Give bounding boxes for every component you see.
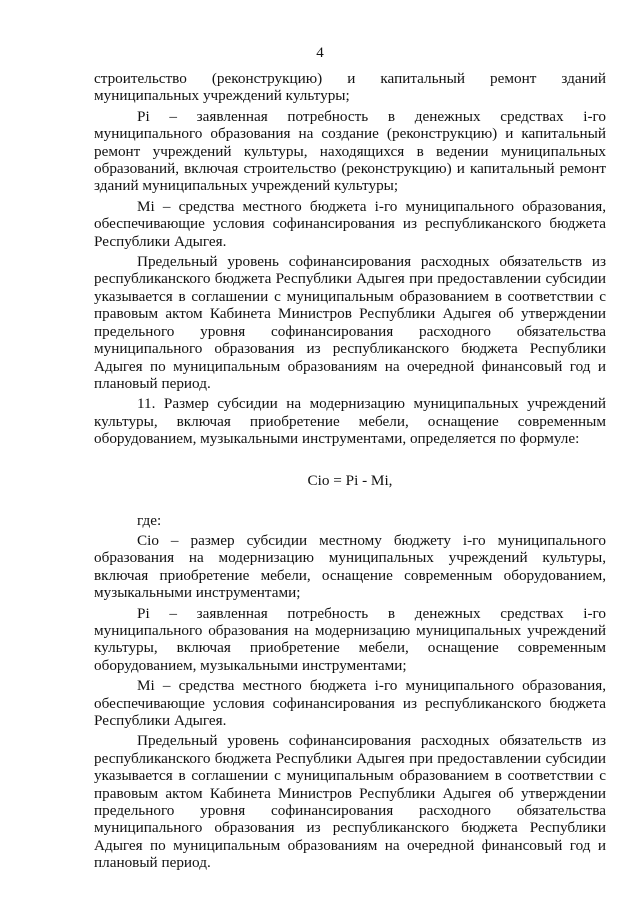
paragraph-pi-definition-2: Pi – заявленная потребность в денежных средствах i-го муниципального образования на модернизацию муниципальных учреждений культуры, включая приобретение мебели, оснащение современным оборудованием, музыкальными инструментами; xyxy=(94,604,606,674)
paragraph-cio-definition: Cio – размер субсидии местному бюджету i-го муниципального образования на модернизацию муниципальных учреждений культуры, включая приобретение мебели, оснащение современным оборудованием, музыкальными инструментами; xyxy=(94,531,606,602)
paragraph-cofinancing-limit-2: Предельный уровень софинансирования расходных обязательств из республиканского бюджета Республики Адыгея при предоставлении субсидии указывается в соглашении с муниципальным образованием в соответствии с правовым актом Кабинета Министров Республики Адыгея об утверждении предельного уровня софинансирования расходного обязательства муниципального образования из республиканского бюджета Республики Адыгея по муниципальным образованиям на очередной финансовый год и плановый период. xyxy=(94,732,606,872)
document-body xyxy=(94,70,606,872)
paragraph-pi-definition: Pi – заявленная потребность в денежных средствах i-го муниципального образования на создание (реконструкцию) и капитальный ремонт учреждений культуры, находящихся в ведении муниципальных образований, включая строительство (реконструкцию) и капитальный ремонт зданий муниципальных учреждений культуры; xyxy=(94,107,606,195)
paragraph-mi-definition: Mi – средства местного бюджета i-го муниципального образования, обеспечивающие условия софинансирования из республиканского бюджета Республики Адыгея. xyxy=(94,197,606,250)
paragraph-item-11: 11. Размер субсидии на модернизацию муниципальных учреждений культуры, включая приобретение мебели, оснащение современным оборудованием, музыкальными инструментами, определяется по формуле: xyxy=(94,395,606,448)
formula: Cio = Pi - Mi, xyxy=(307,471,393,489)
paragraph-mi-definition-2: Mi – средства местного бюджета i-го муниципального образования, обеспечивающие условия софинансирования из республиканского бюджета Республики Адыгея. xyxy=(94,677,606,729)
page-number: 4 xyxy=(316,45,324,61)
paragraph-continuation: строительство (реконструкцию) и капитальный ремонт зданий муниципальных учреждений культуры; xyxy=(94,70,606,105)
where-label: где: xyxy=(137,511,162,529)
paragraph-cofinancing-limit: Предельный уровень софинансирования расходных обязательств из республиканского бюджета Республики Адыгея при предоставлении субсидии указывается в соглашении с муниципальным образованием в соответствии с правовым актом Кабинета Министров Республики Адыгея об утверждении предельного уровня софинансирования расходного обязательства муниципального образования из республиканского бюджета Республики Адыгея по муниципальным образованиям на очередной финансовый год и плановый период. xyxy=(94,253,606,392)
